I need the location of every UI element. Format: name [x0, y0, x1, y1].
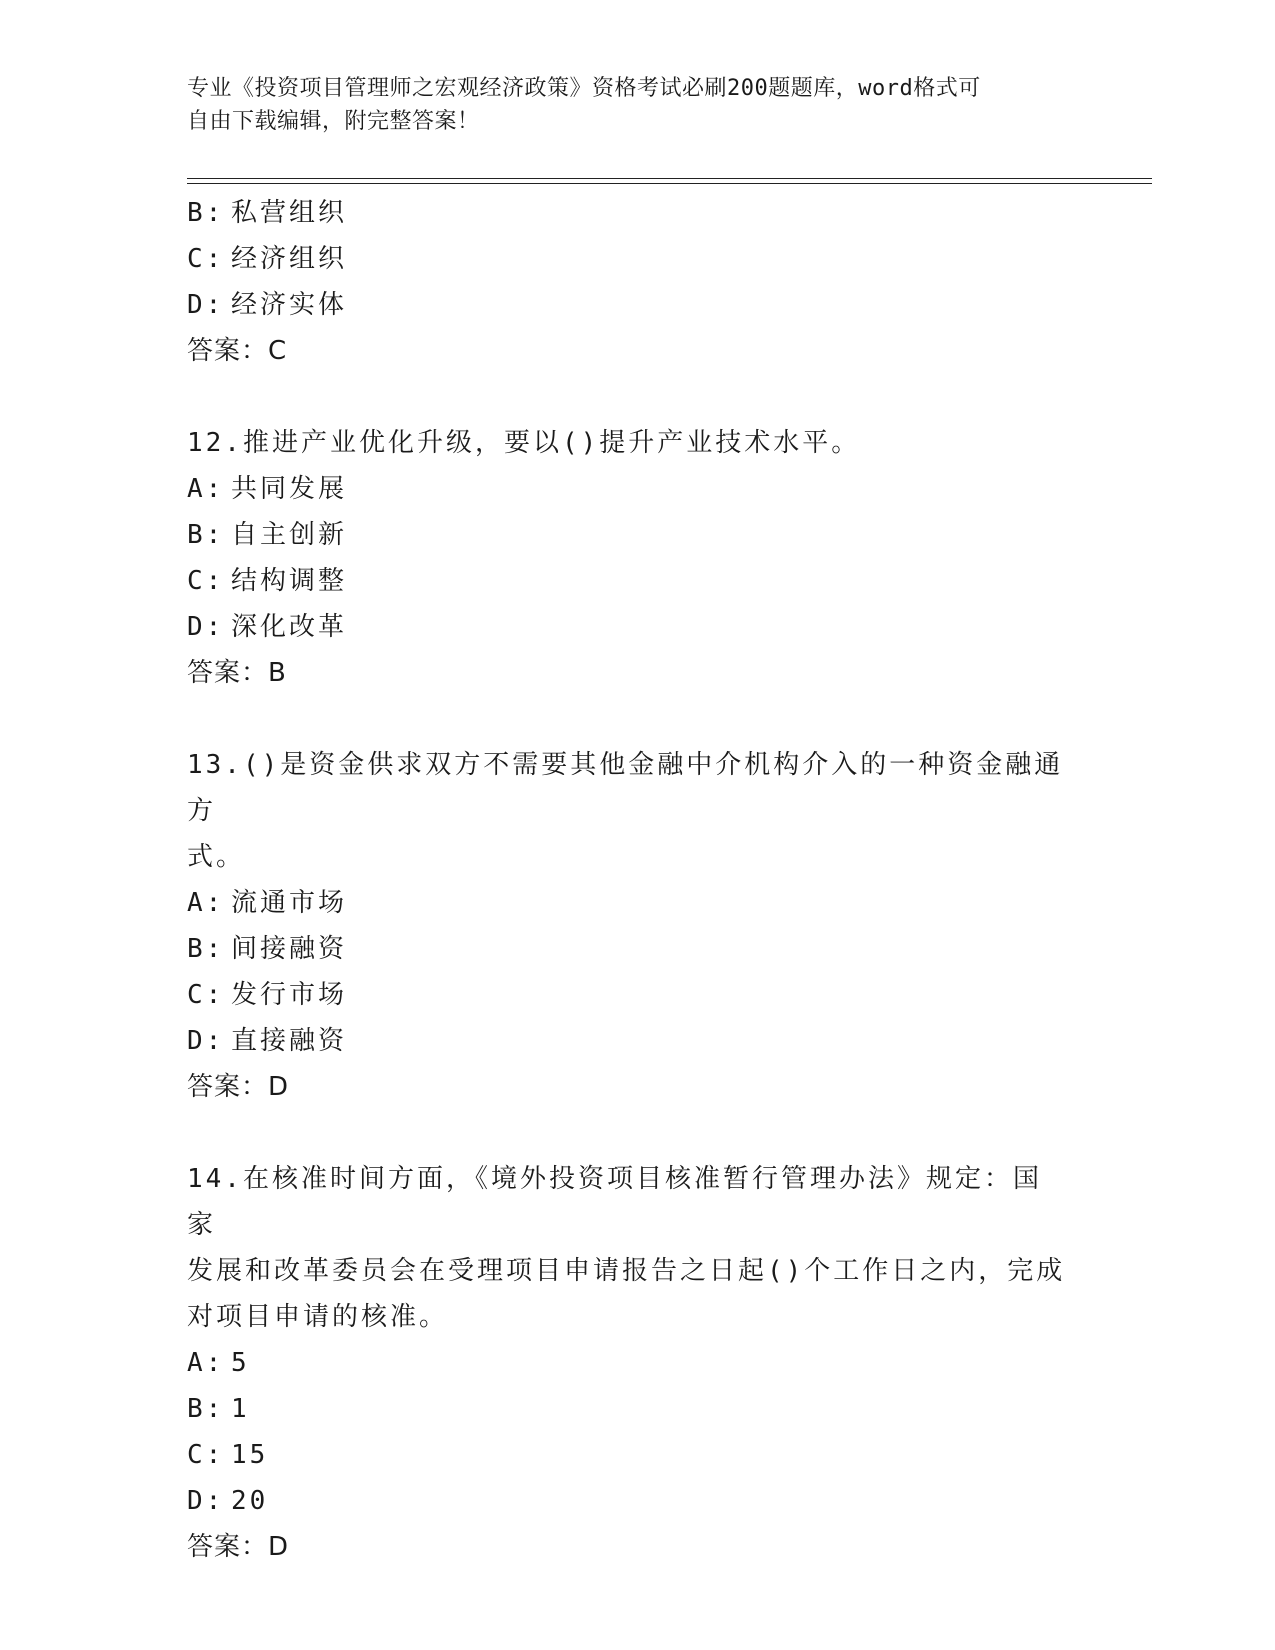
option-a	[187, 1340, 1087, 1386]
option-a	[187, 880, 1087, 926]
option-label: D:	[187, 1026, 225, 1056]
option-text: 私营组织	[231, 198, 348, 228]
header-divider-top	[187, 178, 1152, 179]
option-text: 1	[231, 1394, 250, 1424]
option-label: C:	[187, 244, 225, 274]
question-12	[187, 420, 1087, 696]
option-c	[187, 236, 1087, 282]
option-c	[187, 972, 1087, 1018]
question-13	[187, 742, 1087, 1110]
option-label: C:	[187, 1440, 225, 1470]
option-text: 直接融资	[231, 1026, 348, 1056]
answer-line: 答案：B	[187, 658, 287, 688]
option-b	[187, 926, 1087, 972]
option-label: B:	[187, 198, 225, 228]
option-label: D:	[187, 612, 225, 642]
option-c	[187, 1432, 1087, 1478]
question-stem-line-1: 13.()是资金供求双方不需要其他金融中介机构介入的一种资金融通方	[187, 750, 1064, 826]
question-stem-line-3: 对项目申请的核准。	[187, 1302, 449, 1332]
question-11-partial	[187, 190, 1087, 374]
option-text: 经济组织	[231, 244, 348, 274]
option-label: C:	[187, 566, 225, 596]
header-title-line-2: 自由下载编辑，附完整答案！	[187, 109, 480, 134]
option-label: A:	[187, 474, 225, 504]
option-text: 自主创新	[231, 520, 348, 550]
option-d	[187, 1018, 1087, 1064]
spacer	[187, 374, 1087, 420]
question-stem-line-2: 发展和改革委员会在受理项目申请报告之日起()个工作日之内，完成	[187, 1256, 1066, 1286]
option-label: A:	[187, 888, 225, 918]
option-b	[187, 1386, 1087, 1432]
option-c	[187, 558, 1087, 604]
option-text: 间接融资	[231, 934, 348, 964]
question-stem: 12.推进产业优化升级，要以()提升产业技术水平。	[187, 428, 861, 458]
option-label: B:	[187, 934, 225, 964]
option-label: A:	[187, 1348, 225, 1378]
header-title-line-1: 专业《投资项目管理师之宏观经济政策》资格考试必刷200题题库，word格式可	[187, 76, 981, 101]
option-text: 深化改革	[231, 612, 348, 642]
option-d	[187, 1478, 1087, 1524]
option-label: D:	[187, 290, 225, 320]
option-label: B:	[187, 1394, 225, 1424]
option-text: 15	[231, 1440, 269, 1470]
option-label: B:	[187, 520, 225, 550]
answer-line: 答案：C	[187, 336, 288, 366]
option-b	[187, 512, 1087, 558]
document-header	[187, 72, 1087, 138]
question-list	[187, 190, 1087, 1570]
question-stem-line-1: 14.在核准时间方面，《境外投资项目核准暂行管理办法》规定：国家	[187, 1164, 1042, 1240]
option-text: 5	[231, 1348, 250, 1378]
option-label: C:	[187, 980, 225, 1010]
option-label: D:	[187, 1486, 225, 1516]
option-text: 20	[231, 1486, 269, 1516]
option-a	[187, 466, 1087, 512]
option-d	[187, 282, 1087, 328]
option-text: 共同发展	[231, 474, 348, 504]
spacer	[187, 696, 1087, 742]
option-text: 流通市场	[231, 888, 348, 918]
answer-line: 答案：D	[187, 1532, 290, 1562]
option-text: 结构调整	[231, 566, 348, 596]
question-stem-line-2: 式。	[187, 842, 246, 872]
option-text: 发行市场	[231, 980, 348, 1010]
option-text: 经济实体	[231, 290, 348, 320]
header-divider-bottom	[187, 183, 1152, 184]
option-d	[187, 604, 1087, 650]
spacer	[187, 1110, 1087, 1156]
question-14	[187, 1156, 1087, 1570]
answer-line: 答案：D	[187, 1072, 290, 1102]
option-b	[187, 190, 1087, 236]
